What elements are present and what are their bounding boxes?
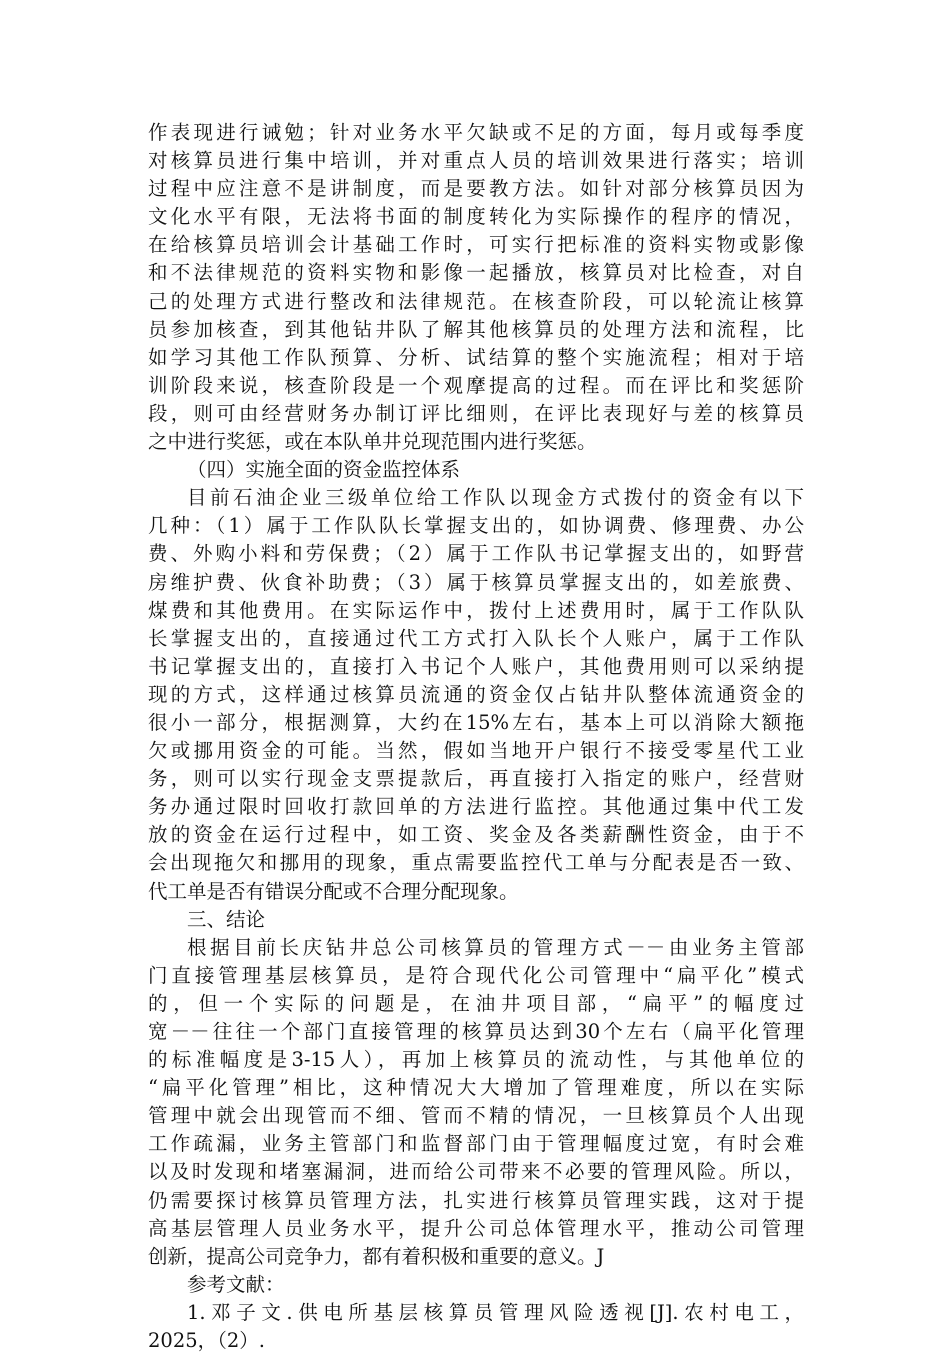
text-line: 训阶段来说，核查阶段是一个观摩提高的过程。而在评比和奖惩阶 xyxy=(148,373,804,397)
text-line: 工作疏漏，业务主管部门和监督部门由于管理幅度过宽，有时会难 xyxy=(148,1132,804,1156)
text-line: 的标准幅度是3-15人），再加上核算员的流动性，与其他单位的 xyxy=(148,1048,804,1072)
text-line: 创新，提高公司竞争力，都有着积极和重要的意义。J xyxy=(148,1244,605,1268)
text-line: 门直接管理基层核算员，是符合现代化公司管理中“扁平化”模式 xyxy=(148,963,804,987)
text-line: 之中进行奖惩，或在本队单井兑现范围内进行奖惩。 xyxy=(148,430,597,454)
text-line: 管理中就会出现管而不细、管而不精的情况，一旦核算员个人出现 xyxy=(148,1104,804,1128)
text-line: 作表现进行诫勉；针对业务水平欠缺或不足的方面，每月或每季度 xyxy=(148,121,804,144)
text-line: （四）实施全面的资金监控体系 xyxy=(187,458,461,482)
text-line: 几种：（1）属于工作队队长掌握支出的，如协调费、修理费、办公 xyxy=(148,514,804,538)
text-line: 以及时发现和堵塞漏洞，进而给公司带来不必要的管理风险。所以， xyxy=(148,1160,804,1184)
text-line: 很小一部分，根据测算，大约在15%左右，基本上可以消除大额拖 xyxy=(148,710,804,734)
text-line: 现的方式，这样通过核算员流通的资金仅占钻井队整体流通资金的 xyxy=(148,682,804,706)
text-line: 对核算员进行集中培训，并对重点人员的培训效果进行落实；培训 xyxy=(148,149,804,173)
text-line: 己的处理方式进行整改和法律规范。在核查阶段，可以轮流让核算 xyxy=(148,289,804,313)
text-line: 务办通过限时回收打款回单的方法进行监控。其他通过集中代工发 xyxy=(148,795,804,819)
text-line: 欠或挪用资金的可能。当然，假如当地开户银行不接受零星代工业 xyxy=(148,739,804,763)
text-line: 宽－－往往一个部门直接管理的核算员达到30个左右（扁平化管理 xyxy=(148,1020,804,1043)
text-line: 书记掌握支出的，直接打入书记个人账户，其他费用则可以采纳提 xyxy=(148,654,804,678)
text-line: 1.邓子文.供电所基层核算员管理风险透视[J].农村电工， xyxy=(187,1300,804,1324)
document-body xyxy=(148,119,804,1355)
text-line: 员参加核查，到其他钻井队了解其他核算员的处理方法和流程，比 xyxy=(148,317,804,341)
text-line: 在给核算员培训会计基础工作时，可实行把标准的资料实物或影像 xyxy=(148,233,804,257)
text-line: 的，但一个实际的问题是，在油井项目部，“扁平”的幅度过 xyxy=(148,991,804,1015)
text-line: 房维护费、伙食补助费；（3）属于核算员掌握支出的，如差旅费、 xyxy=(148,570,804,594)
text-line: 代工单是否有错误分配或不合理分配现象。 xyxy=(148,879,519,903)
text-line: 根据目前长庆钻井总公司核算员的管理方式－－由业务主管部 xyxy=(187,935,804,959)
text-line: 目前石油企业三级单位给工作队以现金方式拨付的资金有以下 xyxy=(187,486,804,510)
text-line: 放的资金在运行过程中，如工资、奖金及各类薪酬性资金，由于不 xyxy=(148,823,804,847)
text-line: 文化水平有限，无法将书面的制度转化为实际操作的程序的情况， xyxy=(148,205,804,229)
text-line: 会出现拖欠和挪用的现象，重点需要监控代工单与分配表是否一致、 xyxy=(148,851,804,875)
text-line: 参考文献： xyxy=(187,1272,285,1296)
text-line: 长掌握支出的，直接通过代工方式打入队长个人账户，属于工作队 xyxy=(148,626,804,650)
text-line: 如学习其他工作队预算、分析、试结算的整个实施流程；相对于培 xyxy=(148,345,804,369)
text-line: 2025，（2）. xyxy=(148,1329,265,1353)
text-line: 费、外购小料和劳保费；（2）属于工作队书记掌握支出的，如野营 xyxy=(148,542,804,566)
text-line: 务，则可以实行现金支票提款后，再直接打入指定的账户，经营财 xyxy=(148,767,804,791)
text-line: 煤费和其他费用。在实际运作中，拨付上述费用时，属于工作队队 xyxy=(148,598,804,622)
text-line: 高基层管理人员业务水平，提升公司总体管理水平，推动公司管理 xyxy=(148,1216,804,1240)
text-line: “扁平化管理”相比，这种情况大大增加了管理难度，所以在实际 xyxy=(148,1076,804,1100)
text-line: 段，则可由经营财务办制订评比细则，在评比表现好与差的核算员 xyxy=(148,401,804,425)
text-line: 仍需要探讨核算员管理方法，扎实进行核算员管理实践，这对于提 xyxy=(148,1188,804,1212)
text-line: 和不法律规范的资料实物和影像一起播放，核算员对比检查，对自 xyxy=(148,261,804,285)
text-line: 过程中应注意不是讲制度，而是要教方法。如针对部分核算员因为 xyxy=(148,177,804,201)
text-line: 三、结论 xyxy=(187,907,266,931)
